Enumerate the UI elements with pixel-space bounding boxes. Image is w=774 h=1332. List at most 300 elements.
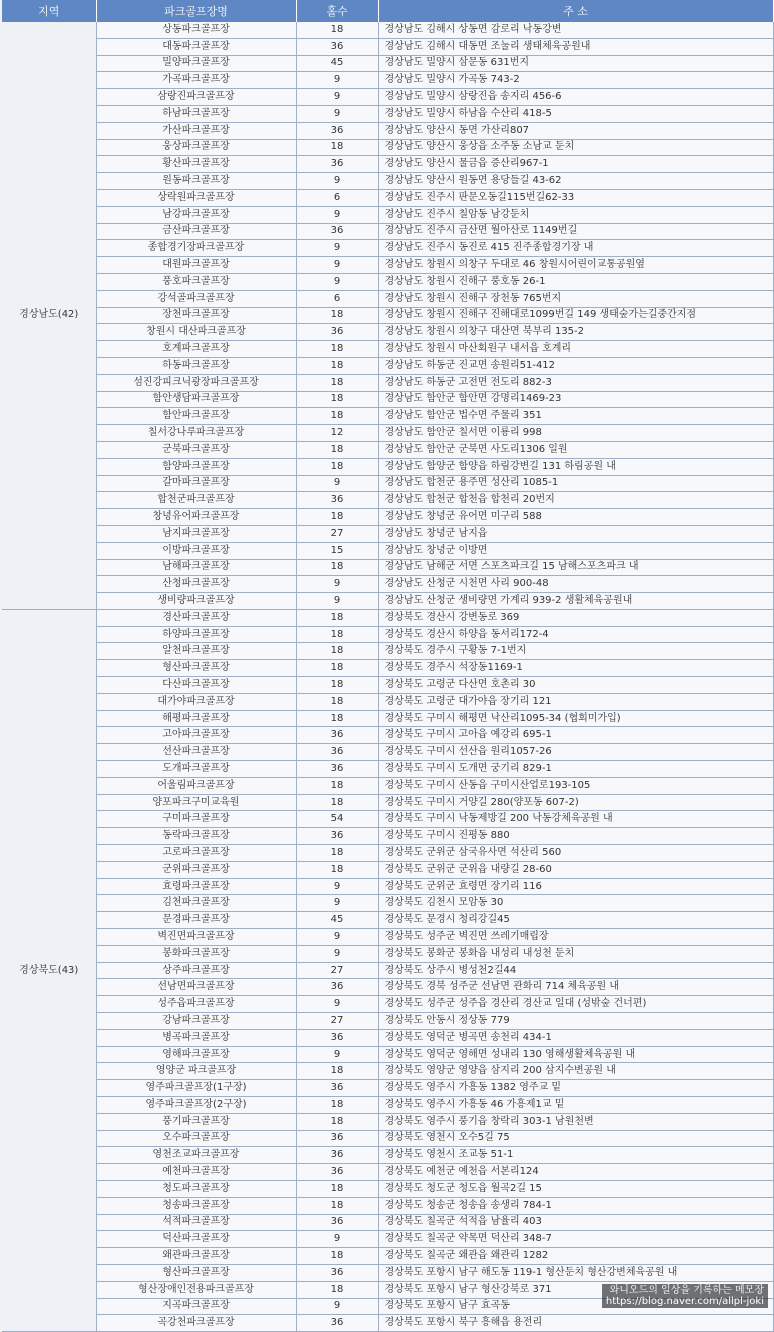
- holes-cell: 9: [296, 475, 378, 492]
- table-row: [2, 1063, 773, 1080]
- table-row: [2, 1147, 773, 1164]
- header-region: 지역: [2, 0, 96, 22]
- holes-cell: 9: [296, 945, 378, 962]
- table-row: [2, 341, 773, 358]
- table-row: [2, 878, 773, 895]
- header-holes: 홀수: [296, 0, 378, 22]
- holes-cell: 18: [296, 458, 378, 475]
- table-body: [2, 22, 773, 1332]
- table-row: [2, 777, 773, 794]
- holes-cell: 36: [296, 1264, 378, 1281]
- holes-cell: 9: [296, 257, 378, 274]
- table-row: [2, 811, 773, 828]
- table-row: [2, 1197, 773, 1214]
- course-name-cell: 칠서강나루파크골프장: [96, 425, 296, 442]
- table-row: [2, 576, 773, 593]
- address-cell: 경상북도 군위군 효령면 장기리 116: [378, 878, 773, 895]
- address-cell: 경상북도 경북 성주군 선남면 관화리 714 체육공원 내: [378, 979, 773, 996]
- address-cell: 경상북도 구미시 산동읍 구미시산업로193-105: [378, 777, 773, 794]
- holes-cell: 18: [296, 677, 378, 694]
- address-cell: 경상북도 청도군 청도읍 월곡2길 15: [378, 1180, 773, 1197]
- address-cell: 경상남도 양산시 물금읍 증산리967-1: [378, 156, 773, 173]
- address-cell: 경상남도 김해시 대동면 조눌리 생태체육공원내: [378, 38, 773, 55]
- holes-cell: 36: [296, 1029, 378, 1046]
- course-name-cell: 삼랑진파크골프장: [96, 89, 296, 106]
- table-row: [2, 794, 773, 811]
- course-name-cell: 대동파크골프장: [96, 38, 296, 55]
- course-name-cell: 대가야파크골프장: [96, 693, 296, 710]
- course-name-cell: 가곡파크골프장: [96, 72, 296, 89]
- course-name-cell: 하양파크골프장: [96, 626, 296, 643]
- holes-cell: 6: [296, 189, 378, 206]
- holes-cell: 36: [296, 1080, 378, 1097]
- holes-cell: 18: [296, 1197, 378, 1214]
- table-row: [2, 559, 773, 576]
- course-name-cell: 영주파크골프장(1구장): [96, 1080, 296, 1097]
- course-name-cell: 원동파크골프장: [96, 173, 296, 190]
- holes-cell: 18: [296, 559, 378, 576]
- address-cell: 경상북도 칠곡군 왜관읍 왜관리 1282: [378, 1248, 773, 1265]
- table-row: [2, 525, 773, 542]
- holes-cell: 18: [296, 391, 378, 408]
- address-cell: 경상남도 밀양시 삼문동 631번지: [378, 55, 773, 72]
- address-cell: 경상북도 군위군 군위읍 내량길 28-60: [378, 861, 773, 878]
- table-row: [2, 845, 773, 862]
- course-name-cell: 남강파크골프장: [96, 206, 296, 223]
- address-cell: 경상북도 영주시 풍기읍 창락리 303-1 남원천변: [378, 1113, 773, 1130]
- course-name-cell: 영해파크골프장: [96, 1046, 296, 1063]
- address-cell: 경상북도 성주군 성주읍 경산리 경산교 일대 (성밖숲 건너편): [378, 996, 773, 1013]
- course-name-cell: 풍기파크골프장: [96, 1113, 296, 1130]
- table-row: [2, 206, 773, 223]
- course-name-cell: 형산파크골프장: [96, 660, 296, 677]
- course-name-cell: 함안생담파크골프장: [96, 391, 296, 408]
- course-name-cell: 형산장애인전용파크골프장: [96, 1281, 296, 1298]
- holes-cell: 18: [296, 626, 378, 643]
- table-row: [2, 660, 773, 677]
- address-cell: 경상남도 하동군 진교면 송원리51-412: [378, 357, 773, 374]
- holes-cell: 18: [296, 139, 378, 156]
- course-name-cell: 도개파크골프장: [96, 761, 296, 778]
- course-name-cell: 생비량파크골프장: [96, 593, 296, 610]
- table-row: [2, 240, 773, 257]
- table-row: [2, 492, 773, 509]
- header-course-name: 파크골프장명: [96, 0, 296, 22]
- table-row: [2, 441, 773, 458]
- address-cell: 경상북도 문경시 청리강길45: [378, 912, 773, 929]
- course-name-cell: 청송파크골프장: [96, 1197, 296, 1214]
- address-cell: 경상북도 영덕군 병곡면 송천리 434-1: [378, 1029, 773, 1046]
- address-cell: 경상남도 함양군 함양읍 하림강변길 131 하림공원 내: [378, 458, 773, 475]
- table-row: [2, 1214, 773, 1231]
- course-name-cell: 예천파크골프장: [96, 1164, 296, 1181]
- table-row: [2, 223, 773, 240]
- table-row: [2, 1080, 773, 1097]
- address-cell: 경상남도 창원시 진해구 풍호동 26-1: [378, 273, 773, 290]
- course-name-cell: 청도파크골프장: [96, 1180, 296, 1197]
- holes-cell: 36: [296, 1164, 378, 1181]
- table-row: [2, 727, 773, 744]
- holes-cell: 36: [296, 122, 378, 139]
- course-name-cell: 형산파크골프장: [96, 1264, 296, 1281]
- holes-cell: 18: [296, 509, 378, 526]
- course-name-cell: 영양군 파크골프장: [96, 1063, 296, 1080]
- address-cell: 경상남도 밀양시 하남읍 수산리 418-5: [378, 105, 773, 122]
- address-cell: 경상남도 산청군 생비량면 가계리 939-2 생활체육공원내: [378, 593, 773, 610]
- address-cell: 경상남도 창원시 의창구 대산면 북부리 135-2: [378, 324, 773, 341]
- table-row: [2, 324, 773, 341]
- course-name-cell: 군위파크골프장: [96, 861, 296, 878]
- holes-cell: 27: [296, 1013, 378, 1030]
- address-cell: 경상남도 창원시 의창구 두대로 46 창원시어린이교통공원옆: [378, 257, 773, 274]
- course-name-cell: 상동파크골프장: [96, 22, 296, 38]
- holes-cell: 9: [296, 895, 378, 912]
- course-name-cell: 김천파크골프장: [96, 895, 296, 912]
- address-cell: 경상북도 고령군 다산면 호촌리 30: [378, 677, 773, 694]
- course-name-cell: 오수파크골프장: [96, 1130, 296, 1147]
- address-cell: 경상북도 구미시 낙동제방길 200 낙동강체육공원 내: [378, 811, 773, 828]
- holes-cell: 27: [296, 525, 378, 542]
- course-name-cell: 황산파크골프장: [96, 156, 296, 173]
- address-cell: 경상북도 예천군 예천읍 서본리124: [378, 1164, 773, 1181]
- course-name-cell: 상주파크골프장: [96, 962, 296, 979]
- holes-cell: 36: [296, 38, 378, 55]
- holes-cell: 9: [296, 72, 378, 89]
- table-row: [2, 1180, 773, 1197]
- course-name-cell: 경산파크골프장: [96, 609, 296, 626]
- holes-cell: 18: [296, 341, 378, 358]
- table-row: [2, 105, 773, 122]
- address-cell: 경상남도 합천군 용주면 성산리 1085-1: [378, 475, 773, 492]
- table-row: [2, 609, 773, 626]
- table-row: [2, 643, 773, 660]
- course-name-cell: 지곡파크골프장: [96, 1298, 296, 1315]
- holes-cell: 18: [296, 374, 378, 391]
- holes-cell: 18: [296, 794, 378, 811]
- table-row: [2, 861, 773, 878]
- address-cell: 경상남도 진주시 동진로 415 진주종합경기장 내: [378, 240, 773, 257]
- address-cell: 경상북도 군위군 삼국유사면 석산리 560: [378, 845, 773, 862]
- course-name-cell: 벽진면파크골프장: [96, 929, 296, 946]
- table-row: [2, 1164, 773, 1181]
- course-name-cell: 병곡파크골프장: [96, 1029, 296, 1046]
- course-name-cell: 섬진강피크닉광장파크골프장: [96, 374, 296, 391]
- table-row: [2, 929, 773, 946]
- holes-cell: 36: [296, 156, 378, 173]
- address-cell: 경상북도 안동시 정상동 779: [378, 1013, 773, 1030]
- address-cell: 경상남도 양산시 원동면 용당들길 43-62: [378, 173, 773, 190]
- address-cell: 경상북도 영주시 가흥동 1382 영주교 밑: [378, 1080, 773, 1097]
- table-row: [2, 962, 773, 979]
- course-name-cell: 왜관파크골프장: [96, 1248, 296, 1265]
- table-row: [2, 1231, 773, 1248]
- course-name-cell: 선남면파크골프장: [96, 979, 296, 996]
- address-cell: 경상남도 진주시 판문오동길115번길62-33: [378, 189, 773, 206]
- table-row: [2, 1315, 773, 1332]
- table-row: [2, 744, 773, 761]
- table-row: [2, 945, 773, 962]
- holes-cell: 9: [296, 173, 378, 190]
- table-row: [2, 1097, 773, 1114]
- holes-cell: 9: [296, 996, 378, 1013]
- address-cell: 경상북도 경산시 강변동로 369: [378, 609, 773, 626]
- table-row: [2, 828, 773, 845]
- table-row: [2, 1113, 773, 1130]
- address-cell: 경상북도 봉화군 봉화읍 내성리 내성천 둔치: [378, 945, 773, 962]
- address-cell: 경상북도 김천시 모암동 30: [378, 895, 773, 912]
- address-cell: 경상남도 창녕군 이방면: [378, 542, 773, 559]
- address-cell: 경상북도 영천시 오수5길 75: [378, 1130, 773, 1147]
- holes-cell: 18: [296, 1097, 378, 1114]
- course-name-cell: 창녕유어파크골프장: [96, 509, 296, 526]
- holes-cell: 9: [296, 105, 378, 122]
- course-name-cell: 덕산파크골프장: [96, 1231, 296, 1248]
- course-name-cell: 군북파크골프장: [96, 441, 296, 458]
- course-name-cell: 선산파크골프장: [96, 744, 296, 761]
- holes-cell: 36: [296, 1315, 378, 1332]
- address-cell: 경상북도 영천시 조교동 51-1: [378, 1147, 773, 1164]
- holes-cell: 18: [296, 643, 378, 660]
- address-cell: 경상남도 진주시 금산면 월아산로 1149번길: [378, 223, 773, 240]
- holes-cell: 18: [296, 1113, 378, 1130]
- header-address: 주 소: [378, 0, 773, 22]
- holes-cell: 18: [296, 777, 378, 794]
- course-name-cell: 하동파크골프장: [96, 357, 296, 374]
- address-cell: 경상남도 밀양시 가곡동 743-2: [378, 72, 773, 89]
- course-name-cell: 밀양파크골프장: [96, 55, 296, 72]
- course-name-cell: 석적파크골프장: [96, 1214, 296, 1231]
- course-name-cell: 가산파크골프장: [96, 122, 296, 139]
- holes-cell: 36: [296, 1147, 378, 1164]
- course-name-cell: 함안파크골프장: [96, 408, 296, 425]
- course-name-cell: 다산파크골프장: [96, 677, 296, 694]
- address-cell: 경상북도 영주시 가흥동 46 가흥제1교 밑: [378, 1097, 773, 1114]
- holes-cell: 18: [296, 1063, 378, 1080]
- table-row: [2, 72, 773, 89]
- holes-cell: 9: [296, 593, 378, 610]
- course-name-cell: 호계파크골프장: [96, 341, 296, 358]
- course-name-cell: 종합경기장파크골프장: [96, 240, 296, 257]
- holes-cell: 18: [296, 357, 378, 374]
- holes-cell: 36: [296, 979, 378, 996]
- table-row: [2, 979, 773, 996]
- table-row: [2, 509, 773, 526]
- course-name-cell: 대원파크골프장: [96, 257, 296, 274]
- address-cell: 경상남도 창녕군 남지읍: [378, 525, 773, 542]
- address-cell: 경상남도 하동군 고전면 전도리 882-3: [378, 374, 773, 391]
- holes-cell: 18: [296, 408, 378, 425]
- course-name-cell: 고로파크골프장: [96, 845, 296, 862]
- course-name-cell: 장천파크골프장: [96, 307, 296, 324]
- address-cell: 경상북도 칠곡군 약목면 덕산리 348-7: [378, 1231, 773, 1248]
- address-cell: 경상남도 함안군 법수면 주물리 351: [378, 408, 773, 425]
- address-cell: 경상남도 밀양시 삼랑진읍 송지리 456-6: [378, 89, 773, 106]
- holes-cell: 9: [296, 89, 378, 106]
- holes-cell: 36: [296, 492, 378, 509]
- table-row: [2, 257, 773, 274]
- table-row: [2, 895, 773, 912]
- address-cell: 경상남도 김해시 상동면 감로리 낙동강변: [378, 22, 773, 38]
- address-cell: 경상북도 구미시 고아읍 예강리 695-1: [378, 727, 773, 744]
- table-row: [2, 173, 773, 190]
- course-name-cell: 해평파크골프장: [96, 710, 296, 727]
- table-row: [2, 475, 773, 492]
- table-row: [2, 677, 773, 694]
- address-cell: 경상남도 함안군 칠서면 이룡리 998: [378, 425, 773, 442]
- table-row: [2, 391, 773, 408]
- address-cell: 경상북도 상주시 병성천2길44: [378, 962, 773, 979]
- table-row: [2, 273, 773, 290]
- table-header-row: [2, 0, 773, 22]
- holes-cell: 9: [296, 240, 378, 257]
- course-name-cell: 봉화파크골프장: [96, 945, 296, 962]
- course-name-cell: 양포파크구미교육원: [96, 794, 296, 811]
- address-cell: 경상북도 구미시 거양길 280(양포동 607-2): [378, 794, 773, 811]
- course-name-cell: 창원시 대산파크골프장: [96, 324, 296, 341]
- holes-cell: 36: [296, 223, 378, 240]
- holes-cell: 36: [296, 1214, 378, 1231]
- table-row: [2, 710, 773, 727]
- holes-cell: 36: [296, 1130, 378, 1147]
- course-name-cell: 고아파크골프장: [96, 727, 296, 744]
- address-cell: 경상남도 함안군 군북면 사도리1306 일원: [378, 441, 773, 458]
- holes-cell: 54: [296, 811, 378, 828]
- address-cell: 경상남도 합천군 합천읍 합천리 20번지: [378, 492, 773, 509]
- course-name-cell: 합천군파크골프장: [96, 492, 296, 509]
- holes-cell: 18: [296, 660, 378, 677]
- holes-cell: 36: [296, 727, 378, 744]
- address-cell: 경상북도 포항시 남구 효곡동: [378, 1298, 773, 1315]
- course-name-cell: 영주파크골프장(2구장): [96, 1097, 296, 1114]
- course-name-cell: 성주읍파크골프장: [96, 996, 296, 1013]
- table-row: [2, 139, 773, 156]
- holes-cell: 9: [296, 1298, 378, 1315]
- blog-watermark: [602, 1284, 768, 1308]
- holes-cell: 6: [296, 290, 378, 307]
- watermark-title: 와니오드의 일상을 기록하는 메모장: [609, 1285, 764, 1296]
- course-name-cell: 강석골파크골프장: [96, 290, 296, 307]
- course-name-cell: 알천파크골프장: [96, 643, 296, 660]
- address-cell: 경상북도 구미시 선산읍 원리1057-26: [378, 744, 773, 761]
- address-cell: 경상북도 경산시 하양읍 동서리172-4: [378, 626, 773, 643]
- address-cell: 경상북도 칠곡군 석적읍 남율리 403: [378, 1214, 773, 1231]
- table-row: [2, 693, 773, 710]
- table-row: [2, 912, 773, 929]
- holes-cell: 9: [296, 576, 378, 593]
- table-row: [2, 408, 773, 425]
- holes-cell: 9: [296, 929, 378, 946]
- address-cell: 경상남도 함안군 함안면 강명리1469-23: [378, 391, 773, 408]
- table-row: [2, 55, 773, 72]
- course-name-cell: 동락파크골프장: [96, 828, 296, 845]
- course-name-cell: 구미파크골프장: [96, 811, 296, 828]
- address-cell: 경상남도 양산시 동면 가산리807: [378, 122, 773, 139]
- table-row: [2, 425, 773, 442]
- address-cell: 경상북도 포항시 북구 흥해읍 용전리: [378, 1315, 773, 1332]
- holes-cell: 18: [296, 1281, 378, 1298]
- address-cell: 경상북도 포항시 남구 형산강북로 371: [378, 1281, 773, 1298]
- course-name-cell: 남해파크골프장: [96, 559, 296, 576]
- address-cell: 경상남도 창원시 마산회원구 내서읍 호계리: [378, 341, 773, 358]
- holes-cell: 18: [296, 307, 378, 324]
- course-name-cell: 효령파크골프장: [96, 878, 296, 895]
- holes-cell: 18: [296, 1248, 378, 1265]
- address-cell: 경상남도 창원시 진해구 장천동 765번지: [378, 290, 773, 307]
- address-cell: 경상남도 남해군 서면 스포츠파크길 15 남해스포츠파크 내: [378, 559, 773, 576]
- address-cell: 경상남도 진주시 칠암동 남강둔치: [378, 206, 773, 223]
- course-name-cell: 상락원파크골프장: [96, 189, 296, 206]
- address-cell: 경상남도 창녕군 유어면 미구리 588: [378, 509, 773, 526]
- table-row: [2, 1013, 773, 1030]
- address-cell: 경상북도 성주군 벽진면 쓰레기매립장: [378, 929, 773, 946]
- table-row: [2, 374, 773, 391]
- table-row: [2, 357, 773, 374]
- table-row: [2, 1264, 773, 1281]
- table-row: [2, 1248, 773, 1265]
- table-row: [2, 290, 773, 307]
- address-cell: 경상남도 창원시 진해구 진해대로1099번길 149 생태숲가는길중간지점: [378, 307, 773, 324]
- region-cell: 경상남도(42): [2, 22, 96, 609]
- holes-cell: 9: [296, 878, 378, 895]
- holes-cell: 9: [296, 273, 378, 290]
- address-cell: 경상북도 경주시 구황동 7-1번지: [378, 643, 773, 660]
- holes-cell: 45: [296, 912, 378, 929]
- course-name-cell: 이방파크골프장: [96, 542, 296, 559]
- course-name-cell: 문경파크골프장: [96, 912, 296, 929]
- course-name-cell: 곡강천파크골프장: [96, 1315, 296, 1332]
- holes-cell: 18: [296, 710, 378, 727]
- address-cell: 경상북도 경주시 석장동1169-1: [378, 660, 773, 677]
- address-cell: 경상남도 산청군 시천면 사리 900-48: [378, 576, 773, 593]
- address-cell: 경상북도 포항시 남구 해도동 119-1 형산둔치 형산강변체육공원 내: [378, 1264, 773, 1281]
- course-name-cell: 영천조교파크골프장: [96, 1147, 296, 1164]
- watermark-url: https://blog.naver.com/allpl-joki: [605, 1296, 764, 1307]
- table-row: [2, 89, 773, 106]
- table-row: [2, 761, 773, 778]
- course-name-cell: 강남파크골프장: [96, 1013, 296, 1030]
- table-row: [2, 307, 773, 324]
- address-cell: 경상북도 구미시 진평동 880: [378, 828, 773, 845]
- table-row: [2, 122, 773, 139]
- holes-cell: 36: [296, 324, 378, 341]
- table-row: [2, 22, 773, 38]
- holes-cell: 18: [296, 22, 378, 38]
- golf-course-table: [2, 0, 774, 1332]
- table-row: [2, 189, 773, 206]
- address-cell: 경상북도 청송군 청송읍 송생리 784-1: [378, 1197, 773, 1214]
- course-name-cell: 산청파크골프장: [96, 576, 296, 593]
- table-row: [2, 996, 773, 1013]
- course-name-cell: 금산파크골프장: [96, 223, 296, 240]
- holes-cell: 18: [296, 1180, 378, 1197]
- address-cell: 경상북도 영양군 영양읍 삼지리 200 삼지수변공원 내: [378, 1063, 773, 1080]
- address-cell: 경상북도 구미시 도개면 궁기리 829-1: [378, 761, 773, 778]
- holes-cell: 9: [296, 1231, 378, 1248]
- holes-cell: 9: [296, 206, 378, 223]
- holes-cell: 12: [296, 425, 378, 442]
- holes-cell: 36: [296, 744, 378, 761]
- course-name-cell: 풍호파크골프장: [96, 273, 296, 290]
- holes-cell: 27: [296, 962, 378, 979]
- holes-cell: 18: [296, 861, 378, 878]
- address-cell: 경상북도 고령군 대가야읍 장기리 121: [378, 693, 773, 710]
- address-cell: 경상남도 양산시 웅상읍 소주동 소남교 둔치: [378, 139, 773, 156]
- table-row: [2, 458, 773, 475]
- course-name-cell: 함양파크골프장: [96, 458, 296, 475]
- region-cell: 경상북도(43): [2, 609, 96, 1331]
- holes-cell: 45: [296, 55, 378, 72]
- table-row: [2, 626, 773, 643]
